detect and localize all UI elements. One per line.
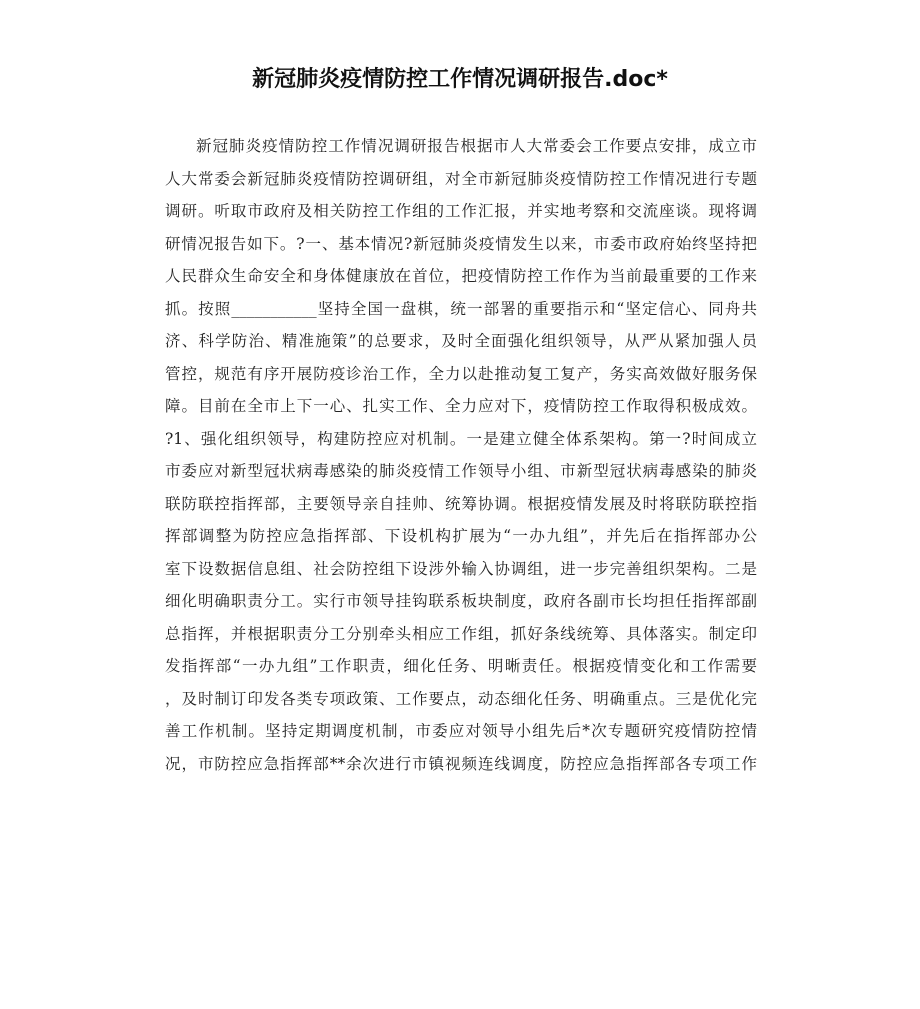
body-line: 室下设数据信息组、社会防控组下设涉外输入协调组，进一步完善组织架构。二是	[165, 559, 757, 578]
body-line: 细化明确职责分工。实行市领导挂钩联系板块制度，政府各副市长均担任指挥部副	[165, 592, 757, 610]
document-title: 新冠肺炎疫情防控工作情况调研报告.doc*	[252, 67, 668, 92]
document-body	[165, 130, 757, 780]
body-line: 人大常委会新冠肺炎疫情防控调研组，对全市新冠肺炎疫情防控工作情况进行专题	[165, 169, 757, 188]
body-line: 况，市防控应急指挥部**余次进行市镇视频连线调度，防控应急指挥部各专项工作	[165, 754, 757, 773]
body-line: 发指挥部“一办九组”工作职责，细化任务、明晰责任。根据疫情变化和工作需要	[165, 657, 757, 675]
body-line: 善工作机制。坚持定期调度机制，市委应对领导小组先后*次专题研究疫情防控情	[165, 722, 757, 740]
body-line: 调研。听取市政府及相关防控工作组的工作汇报，并实地考察和交流座谈。现将调	[165, 202, 757, 220]
body-line: 挥部调整为防控应急指挥部、下设机构扩展为“一办九组”，并先后在指挥部办公	[165, 527, 757, 545]
body-line: 新冠肺炎疫情防控工作情况调研报告根据市人大常委会工作要点安排，成立市	[196, 137, 757, 155]
body-line: 联防联控指挥部，主要领导亲自挂帅、统筹协调。根据疫情发展及时将联防联控指	[165, 494, 757, 513]
body-line: ?1、强化组织领导，构建防控应对机制。一是建立健全体系架构。第一?时间成立	[165, 429, 757, 448]
body-line: 障。目前在全市上下一心、扎实工作、全力应对下，疫情防控工作取得积极成效。	[165, 397, 757, 415]
body-line: 市委应对新型冠状病毒感染的肺炎疫情工作领导小组、市新型冠状病毒感染的肺炎	[165, 462, 757, 480]
body-line: 济、科学防治、精准施策”的总要求，及时全面强化组织领导，从严从紧加强人员	[165, 332, 757, 350]
body-line: 人民群众生命安全和身体健康放在首位，把疫情防控工作作为当前最重要的工作来	[165, 267, 757, 285]
body-line: 抓。按照___________坚持全国一盘棋，统一部署的重要指示和“坚定信心、同舟共	[165, 299, 757, 318]
body-line: 研情况报告如下。?一、基本情况?新冠肺炎疫情发生以来，市委市政府始终坚持把	[165, 234, 757, 253]
body-line: ，及时制订印发各类专项政策、工作要点，动态细化任务、明确重点。三是优化完	[165, 689, 757, 708]
body-line: 总指挥，并根据职责分工分别牵头相应工作组，抓好条线统筹、具体落实。制定印	[165, 624, 757, 643]
body-line: 管控，规范有序开展防疫诊治工作，全力以赴推动复工复产，务实高效做好服务保	[165, 364, 757, 383]
